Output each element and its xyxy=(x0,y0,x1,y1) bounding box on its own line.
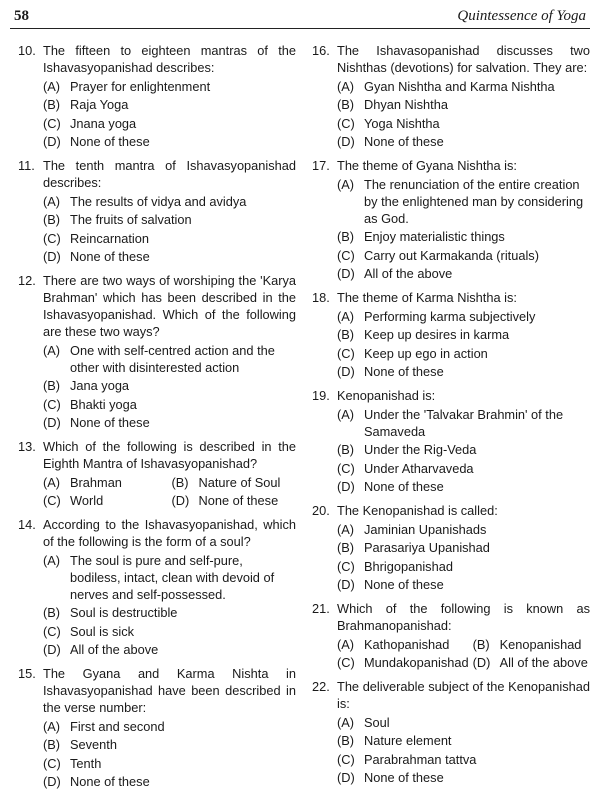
page-header xyxy=(12,6,588,28)
option-label: (B) xyxy=(337,327,355,342)
option-label: (D) xyxy=(43,415,61,430)
question-number: 16. xyxy=(312,43,330,58)
option-text: Raja Yoga xyxy=(70,97,129,112)
option-label: (B) xyxy=(171,474,189,490)
option-text: All of the above xyxy=(364,266,453,281)
option-text: Seventh xyxy=(70,737,117,752)
left-column xyxy=(18,42,296,797)
answer-option xyxy=(172,474,297,491)
option-text: Keep up desires in karma xyxy=(364,327,510,342)
option-text: None of these xyxy=(70,774,150,789)
answer-option xyxy=(337,406,590,440)
answer-option xyxy=(43,641,296,658)
question-number: 14. xyxy=(18,517,36,532)
option-text: Soul is destructible xyxy=(70,605,178,620)
question-item xyxy=(18,665,296,790)
question-number: 21. xyxy=(312,601,330,616)
option-text: The soul is pure and self-pure, bodiless, intact, clean with devoid of nerves and self-possessed. xyxy=(70,552,275,602)
answer-option xyxy=(337,576,590,593)
answer-option xyxy=(43,342,296,376)
option-label: (C) xyxy=(337,345,355,361)
question-item xyxy=(18,42,296,150)
option-label: (B) xyxy=(43,737,61,752)
question-number: 20. xyxy=(312,503,330,518)
question-item xyxy=(18,516,296,658)
answer-option xyxy=(337,558,590,575)
answer-option xyxy=(337,133,590,150)
option-text: The fruits of salvation xyxy=(70,212,192,227)
option-label: (A) xyxy=(43,193,61,209)
answer-option xyxy=(43,623,296,640)
option-label: (B) xyxy=(337,442,355,457)
option-text: Tenth xyxy=(70,755,102,771)
question-text: The theme of Karma Nishtha is: xyxy=(337,290,517,305)
option-label: (C) xyxy=(43,623,61,639)
option-label: (B) xyxy=(43,605,61,620)
answer-option xyxy=(337,539,590,556)
option-label: (C) xyxy=(337,115,355,131)
option-text: None of these xyxy=(198,493,279,508)
answer-option xyxy=(337,96,590,113)
question-number: 10. xyxy=(18,43,36,58)
question-text: Kenopanishad is: xyxy=(337,388,436,403)
answer-options xyxy=(43,472,296,509)
option-text: None of these xyxy=(70,415,150,430)
option-text: None of these xyxy=(70,249,150,264)
option-text: Soul xyxy=(364,714,390,730)
answer-options xyxy=(43,342,296,432)
answer-option xyxy=(337,478,590,495)
option-label: (B) xyxy=(472,636,490,652)
page-number: 58 xyxy=(14,8,29,24)
answer-options xyxy=(337,78,590,151)
option-text: Nature element xyxy=(364,733,452,748)
question-text: The Gyana and Karma Nishta in Ishavasyopanishad have been described in the verse number: xyxy=(43,666,296,715)
question-text: The theme of Gyana Nishtha is: xyxy=(337,158,517,173)
option-label: (C) xyxy=(337,558,355,574)
option-label: (A) xyxy=(337,78,355,94)
question-item xyxy=(18,272,296,431)
question-item xyxy=(18,438,296,509)
option-text: None of these xyxy=(364,479,444,494)
option-label: (B) xyxy=(337,733,355,748)
answer-option xyxy=(337,441,590,458)
answer-option xyxy=(337,115,590,132)
question-number: 15. xyxy=(18,666,36,681)
answer-options xyxy=(337,521,590,594)
answer-option xyxy=(43,755,296,772)
option-text: One with self-centred action and the other with disinterested action xyxy=(70,342,275,375)
option-label: (B) xyxy=(43,378,61,393)
option-text: Under the 'Talvakar Brahmin' of the Samaveda xyxy=(364,406,564,439)
answer-option xyxy=(337,176,590,227)
header-rule xyxy=(10,28,590,29)
option-text: Performing karma subjectively xyxy=(364,308,536,324)
answer-option xyxy=(43,396,296,413)
answer-option xyxy=(337,654,469,671)
answer-option xyxy=(337,308,590,325)
option-label: (B) xyxy=(43,97,61,112)
option-label: (D) xyxy=(43,642,61,657)
option-text: All of the above xyxy=(499,655,588,670)
option-label: (D) xyxy=(472,655,491,670)
option-label: (A) xyxy=(43,718,61,734)
option-text: Under the Rig-Veda xyxy=(364,442,477,457)
option-text: None of these xyxy=(364,577,444,592)
option-label: (C) xyxy=(337,460,355,476)
answer-options xyxy=(43,718,296,791)
question-item xyxy=(312,502,590,593)
option-label: (A) xyxy=(337,406,355,422)
question-text: The Kenopanishad is called: xyxy=(337,503,498,518)
answer-options xyxy=(43,193,296,266)
question-text: The Ishavasopanishad discusses two Nishthas (devotions) for salvation. They are: xyxy=(337,43,590,75)
option-text: Enjoy materialistic things xyxy=(364,229,505,244)
answer-option xyxy=(43,492,168,509)
answer-option xyxy=(337,228,590,245)
answer-option xyxy=(43,115,296,132)
option-label: (D) xyxy=(337,266,355,281)
option-text: Soul is sick xyxy=(70,623,135,639)
option-label: (A) xyxy=(337,176,355,192)
answer-option xyxy=(43,604,296,621)
running-title: Quintessence of Yoga xyxy=(457,8,586,24)
option-label: (C) xyxy=(337,247,355,263)
option-label: (D) xyxy=(43,249,61,264)
option-label: (B) xyxy=(337,97,355,112)
answer-options xyxy=(337,406,590,496)
answer-options xyxy=(43,78,296,151)
answer-options xyxy=(337,634,590,671)
answer-option xyxy=(43,414,296,431)
option-text: Carry out Karmakanda (rituals) xyxy=(364,247,539,263)
question-number: 11. xyxy=(18,158,35,173)
answer-option xyxy=(473,636,590,653)
question-item xyxy=(312,42,590,150)
option-text: Bhakti yoga xyxy=(70,396,137,412)
answer-option xyxy=(337,636,469,653)
option-label: (D) xyxy=(337,577,355,592)
answer-option xyxy=(337,265,590,282)
answer-option xyxy=(43,474,168,491)
option-label: (C) xyxy=(43,230,61,246)
question-text: The deliverable subject of the Kenopanishad is: xyxy=(337,679,590,711)
answer-option xyxy=(43,193,296,210)
answer-option xyxy=(337,751,590,768)
question-number: 12. xyxy=(18,273,36,288)
option-text: Nature of Soul xyxy=(198,474,281,490)
answer-option xyxy=(473,654,590,671)
option-label: (A) xyxy=(337,636,355,652)
question-number: 13. xyxy=(18,439,36,454)
question-item xyxy=(312,289,590,380)
option-label: (D) xyxy=(43,134,61,149)
option-label: (D) xyxy=(337,364,355,379)
option-text: Dhyan Nishtha xyxy=(364,97,448,112)
option-text: The results of vidya and avidya xyxy=(70,193,247,209)
option-label: (B) xyxy=(337,229,355,244)
option-text: The renunciation of the entire creation by the enlightened man by considering as God. xyxy=(364,176,584,226)
option-text: Under Atharvaveda xyxy=(364,460,474,476)
answer-options xyxy=(337,176,590,283)
option-label: (D) xyxy=(337,770,355,785)
option-label: (D) xyxy=(337,134,355,149)
option-text: Jana yoga xyxy=(70,378,130,393)
question-text: The tenth mantra of Ishavasyopanishad describes: xyxy=(43,158,296,190)
question-item xyxy=(312,157,590,282)
option-label: (C) xyxy=(43,396,61,412)
option-label: (C) xyxy=(337,751,355,767)
option-label: (A) xyxy=(43,342,61,358)
option-text: Yoga Nishtha xyxy=(364,115,440,131)
answer-option xyxy=(337,460,590,477)
option-text: Jnana yoga xyxy=(70,115,137,131)
option-text: Mundakopanishad xyxy=(364,655,469,670)
option-label: (A) xyxy=(43,78,61,94)
option-label: (A) xyxy=(337,308,355,324)
answer-option xyxy=(43,736,296,753)
answer-option xyxy=(337,363,590,380)
answer-option xyxy=(43,718,296,735)
answer-option xyxy=(337,326,590,343)
option-label: (D) xyxy=(337,479,355,494)
option-label: (C) xyxy=(337,655,355,670)
question-number: 17. xyxy=(312,158,330,173)
answer-option xyxy=(43,230,296,247)
option-label: (D) xyxy=(171,493,190,508)
question-number: 19. xyxy=(312,388,330,403)
option-text: First and second xyxy=(70,718,165,734)
option-label: (B) xyxy=(43,212,61,227)
question-item xyxy=(312,678,590,786)
option-text: None of these xyxy=(364,770,444,785)
question-item xyxy=(312,387,590,495)
answer-option xyxy=(337,732,590,749)
answer-option xyxy=(337,521,590,538)
answer-option xyxy=(43,133,296,150)
answer-option xyxy=(43,96,296,113)
option-label: (D) xyxy=(43,774,61,789)
answer-option xyxy=(43,211,296,228)
question-text: According to the Ishavasyopanishad, which of the following is the form of a soul? xyxy=(43,517,296,549)
answer-option xyxy=(43,78,296,95)
answer-option xyxy=(337,78,590,95)
option-text: Gyan Nishtha and Karma Nishtha xyxy=(364,78,555,94)
option-label: (A) xyxy=(43,474,61,490)
answer-option xyxy=(43,248,296,265)
option-text: Reincarnation xyxy=(70,230,149,246)
answer-options xyxy=(43,552,296,659)
option-text: Jaminian Upanishads xyxy=(364,521,487,537)
option-text: World xyxy=(70,493,104,508)
option-label: (C) xyxy=(43,115,61,131)
option-label: (A) xyxy=(43,552,61,568)
answer-option xyxy=(172,492,297,509)
option-label: (C) xyxy=(43,493,61,508)
option-text: Parabrahman tattva xyxy=(364,751,477,767)
option-label: (C) xyxy=(43,755,61,771)
option-text: Bhrigopanishad xyxy=(364,558,453,574)
option-label: (A) xyxy=(337,714,355,730)
answer-options xyxy=(337,308,590,381)
option-text: Brahman xyxy=(70,474,122,490)
answer-option xyxy=(337,345,590,362)
option-text: Kenopanishad xyxy=(499,636,582,652)
question-text: Which of the following is known as Brahmanopanishad: xyxy=(337,601,590,633)
question-item xyxy=(312,600,590,671)
option-text: Kathopanishad xyxy=(364,636,450,652)
option-text: None of these xyxy=(364,134,444,149)
answer-options xyxy=(337,714,590,787)
right-column xyxy=(312,42,590,793)
option-label: (B) xyxy=(337,540,355,555)
question-text: Which of the following is described in the Eighth Mantra of Ishavasyopanishad? xyxy=(43,439,296,471)
answer-option xyxy=(43,377,296,394)
question-text: The fifteen to eighteen mantras of the Ishavasyopanishad describes: xyxy=(43,43,296,75)
answer-option xyxy=(337,769,590,786)
question-text: There are two ways of worshiping the 'Karya Brahman' which has been described in the Ishavasyopanishad. Which of the following are these two ways? xyxy=(43,273,296,339)
option-text: Prayer for enlightenment xyxy=(70,78,211,94)
option-text: Parasariya Upanishad xyxy=(364,540,490,555)
option-text: None of these xyxy=(70,134,150,149)
option-text: Keep up ego in action xyxy=(364,345,488,361)
option-text: None of these xyxy=(364,364,444,379)
question-number: 22. xyxy=(312,679,330,694)
answer-option xyxy=(337,714,590,731)
question-number: 18. xyxy=(312,290,330,305)
option-label: (A) xyxy=(337,521,355,537)
answer-option xyxy=(337,247,590,264)
question-item xyxy=(18,157,296,265)
option-text: All of the above xyxy=(70,642,159,657)
answer-option xyxy=(43,552,296,603)
